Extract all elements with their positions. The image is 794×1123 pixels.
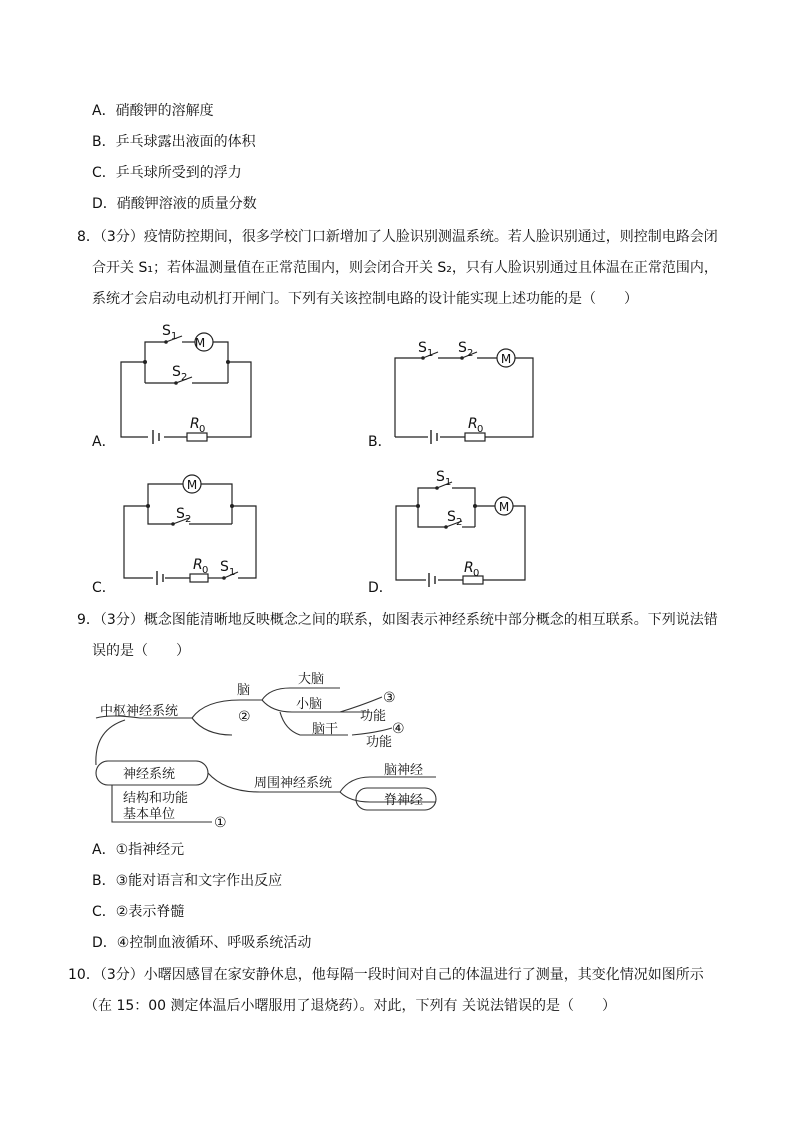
- q9-brainstem: 脑干: [312, 722, 339, 737]
- c-s2-label: S: [176, 506, 185, 522]
- circuit-c-label: C．: [92, 580, 116, 596]
- svg-text:1: 1: [445, 477, 452, 488]
- q9-cerebrum: 大脑: [298, 672, 325, 687]
- d-s1-label: S: [436, 469, 445, 485]
- a-s1-label: S: [162, 323, 171, 339]
- svg-text:0: 0: [199, 424, 206, 435]
- b-s1-label: S: [418, 340, 427, 356]
- q9-option-c: C．②表示脊髓: [92, 904, 185, 920]
- svg-text:2: 2: [467, 348, 474, 359]
- q9-option-a: A．①指神经元: [92, 842, 185, 858]
- q9-circle1: ①: [214, 815, 227, 831]
- q9-circle2: ②: [238, 709, 251, 725]
- q9-circle4: ④: [392, 721, 405, 737]
- q7-option-c: C．乒乓球所受到的浮力: [92, 165, 242, 181]
- q7-option-a: A．硝酸钾的溶解度: [92, 103, 214, 119]
- svg-text:2: 2: [456, 517, 463, 528]
- c-motor-label: M: [186, 478, 198, 492]
- q9-circle3: ③: [383, 690, 396, 706]
- q9-unit-line2: 基本单位: [123, 807, 176, 822]
- q10-stem-line1: 10．（3分）小曙因感冒在家安静休息，他每隔一段时间对自己的体温进行了测量，其变化情况如图所示: [68, 967, 704, 983]
- svg-text:1: 1: [229, 567, 236, 578]
- q10-stem-line2: （在 15：00 测定体温后小曙服用了退烧药）。对此，下列有 关说法错误的是（ ）: [84, 998, 616, 1014]
- q9-option-d: D．④控制血液循环、呼吸系统活动: [92, 935, 312, 951]
- b-motor-label: M: [500, 352, 512, 366]
- d-s2-label: S: [447, 509, 456, 525]
- d-r0-label: R: [464, 560, 474, 576]
- q9-option-b: B．③能对语言和文字作出反应: [92, 873, 283, 889]
- q9-function1: 功能: [360, 709, 387, 724]
- q9-nervous-system: 神经系统: [123, 767, 176, 782]
- q9-cerebellum: 小脑: [296, 697, 323, 712]
- svg-text:0: 0: [473, 568, 480, 579]
- c-s1-label: S: [220, 559, 229, 575]
- q7-option-d: D．硝酸钾溶液的质量分数: [92, 196, 257, 212]
- q9-central-nervous: 中枢神经系统: [100, 704, 179, 719]
- b-s2-label: S: [458, 340, 467, 356]
- q9-brain: 脑: [237, 683, 251, 698]
- a-motor-label: M: [194, 336, 206, 350]
- circuit-d-label: D．: [368, 580, 393, 596]
- svg-text:0: 0: [202, 565, 209, 576]
- svg-text:0: 0: [477, 424, 484, 435]
- svg-text:2: 2: [181, 372, 188, 383]
- q8-stem-line3: 系统才会启动电动机打开闸门。下列有关该控制电路的设计能实现上述功能的是（ ）: [92, 291, 638, 307]
- q8-stem-line2: 合开关 S₁；若体温测量值在正常范围内，则会闭合开关 S₂，只有人脸识别通过且体温在正常范围内，: [92, 260, 718, 276]
- d-motor-label: M: [498, 500, 510, 514]
- q8-stem-line1: 8．（3分）疫情防控期间，很多学校门口新增加了人脸识别测温系统。若人脸识别通过，则控制电路会闭: [77, 229, 718, 245]
- circuit-b-label: B．: [368, 434, 392, 450]
- q9-peripheral: 周围神经系统: [254, 776, 333, 791]
- q7-option-b: B．乒乓球露出液面的体积: [92, 134, 256, 150]
- q9-unit-line1: 结构和功能: [123, 791, 189, 806]
- c-r0-label: R: [193, 557, 203, 573]
- q9-spinal: 脊神经: [384, 793, 424, 808]
- b-r0-label: R: [468, 416, 478, 432]
- svg-text:2: 2: [185, 514, 192, 525]
- svg-text:1: 1: [171, 331, 178, 342]
- svg-text:1: 1: [427, 348, 434, 359]
- q9-stem-line2: 误的是（ ）: [92, 643, 190, 659]
- q9-stem-line1: 9．（3分）概念图能清晰地反映概念之间的联系，如图表示神经系统中部分概念的相互联系。下列说法错: [77, 612, 718, 628]
- a-s2-label: S: [172, 364, 181, 380]
- q9-cranial: 脑神经: [384, 763, 424, 778]
- circuit-a-label: A．: [92, 434, 116, 450]
- q9-function2: 功能: [366, 735, 393, 750]
- a-r0-label: R: [190, 416, 200, 432]
